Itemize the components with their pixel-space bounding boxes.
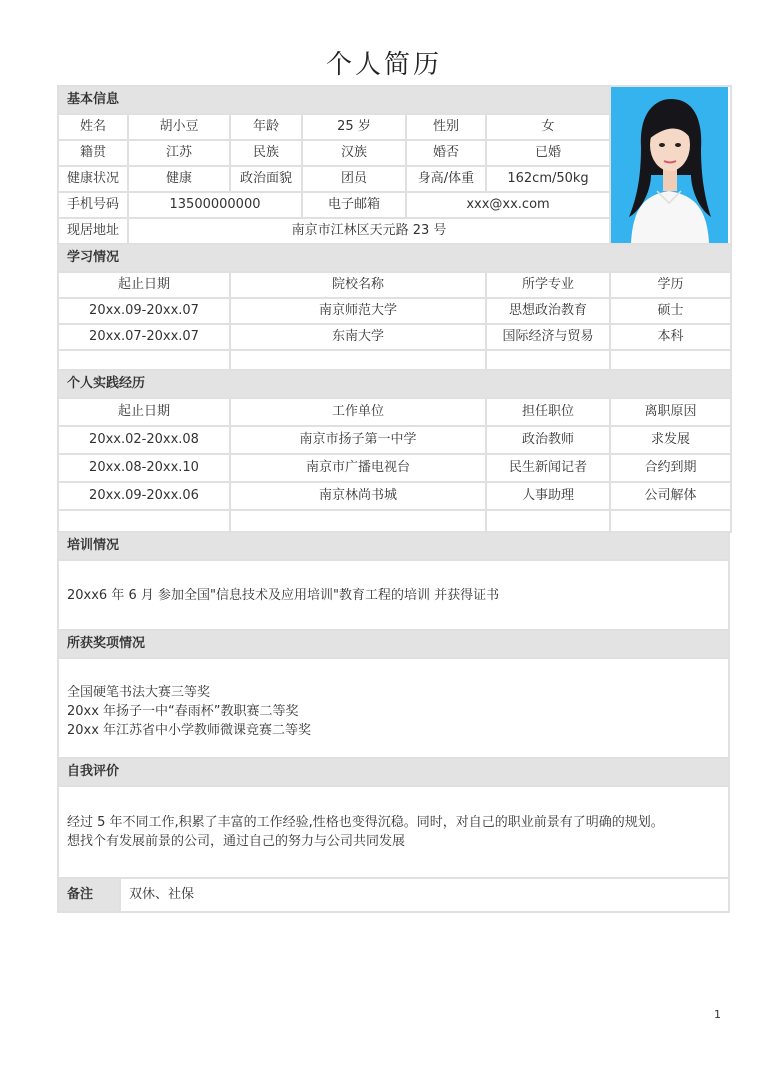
- training-text: 20xx6 年 6 月 参加全国"信息技术及应用培训"教育工程的培训 并获得证书: [58, 560, 729, 630]
- table-row: [58, 350, 731, 370]
- self-eval-line: 经过 5 年不同工作,积累了丰富的工作经验,性格也变得沉稳。同时，对自己的职业前景有了明确的规划。: [67, 815, 664, 830]
- edu-dates: 20xx.09-20xx.07: [58, 298, 230, 324]
- basic-info-table: [57, 85, 732, 245]
- edu-major: [486, 350, 610, 370]
- section-header-basic: 基本信息: [58, 86, 610, 114]
- resume-title: 个人简历: [325, 50, 442, 80]
- practice-employer: [230, 510, 486, 532]
- practice-reason: 求发展: [610, 426, 731, 454]
- notes-value: 双休、社保: [120, 878, 729, 912]
- practice-dates: [58, 510, 230, 532]
- awards-table: [57, 629, 730, 759]
- section-header-self-eval: 自我评价: [58, 758, 729, 786]
- practice-table: [57, 369, 732, 533]
- practice-col-reason: 离职原因: [610, 398, 731, 426]
- notes-label: 备注: [58, 878, 120, 912]
- notes-table: [57, 877, 730, 913]
- practice-position: 民生新闻记者: [486, 454, 610, 482]
- ethnicity-value: 汉族: [302, 140, 406, 166]
- practice-position: [486, 510, 610, 532]
- table-row: [58, 482, 731, 510]
- marital-label: 婚否: [406, 140, 486, 166]
- practice-dates: 20xx.09-20xx.06: [58, 482, 230, 510]
- section-header-practice: 个人实践经历: [58, 370, 731, 398]
- body-label: 身高/体重: [406, 166, 486, 192]
- edu-col-major: 所学专业: [486, 272, 610, 298]
- edu-degree: 本科: [610, 324, 731, 350]
- practice-reason: 公司解体: [610, 482, 731, 510]
- section-header-education: 学习情况: [58, 244, 731, 272]
- table-row: [58, 324, 731, 350]
- phone-label: 手机号码: [58, 192, 128, 218]
- profile-photo: [611, 87, 728, 243]
- practice-col-employer: 工作单位: [230, 398, 486, 426]
- award-item: 20xx 年扬子一中“春雨杯”教职赛二等奖: [67, 703, 299, 719]
- email-value: xxx@xx.com: [406, 192, 610, 218]
- health-label: 健康状况: [58, 166, 128, 192]
- edu-school: 南京师范大学: [230, 298, 486, 324]
- edu-col-dates: 起止日期: [58, 272, 230, 298]
- photo-cell: [610, 86, 731, 244]
- self-eval-content: [58, 786, 729, 878]
- edu-degree: [610, 350, 731, 370]
- award-item: 全国硬笔书法大赛三等奖: [67, 684, 211, 700]
- edu-dates: 20xx.07-20xx.07: [58, 324, 230, 350]
- body-value: 162cm/50kg: [486, 166, 610, 192]
- gender-value: 女: [486, 114, 610, 140]
- practice-dates: 20xx.02-20xx.08: [58, 426, 230, 454]
- self-eval-line: 想找个有发展前景的公司，通过自己的努力与公司共同发展: [67, 834, 406, 849]
- political-label: 政治面貌: [230, 166, 302, 192]
- edu-school: [230, 350, 486, 370]
- name-label: 姓名: [58, 114, 128, 140]
- age-label: 年龄: [230, 114, 302, 140]
- age-value: 25 岁: [302, 114, 406, 140]
- training-table: [57, 531, 730, 631]
- section-header-awards: 所获奖项情况: [58, 630, 729, 658]
- phone-value: 13500000000: [128, 192, 302, 218]
- edu-major: 国际经济与贸易: [486, 324, 610, 350]
- edu-col-degree: 学历: [610, 272, 731, 298]
- practice-dates: 20xx.08-20xx.10: [58, 454, 230, 482]
- name-value: 胡小豆: [128, 114, 230, 140]
- origin-value: 江苏: [128, 140, 230, 166]
- edu-major: 思想政治教育: [486, 298, 610, 324]
- health-value: 健康: [128, 166, 230, 192]
- practice-col-dates: 起止日期: [58, 398, 230, 426]
- practice-employer: 南京林尚书城: [230, 482, 486, 510]
- practice-position: 人事助理: [486, 482, 610, 510]
- resume-body: [57, 85, 730, 913]
- ethnicity-label: 民族: [230, 140, 302, 166]
- edu-school: 东南大学: [230, 324, 486, 350]
- table-row: [58, 454, 731, 482]
- address-label: 现居地址: [58, 218, 128, 244]
- origin-label: 籍贯: [58, 140, 128, 166]
- table-row: [58, 426, 731, 454]
- address-value: 南京市江林区天元路 23 号: [128, 218, 610, 244]
- political-value: 团员: [302, 166, 406, 192]
- education-table: [57, 243, 732, 371]
- edu-col-school: 院校名称: [230, 272, 486, 298]
- awards-content: [58, 658, 729, 758]
- award-item: 20xx 年江苏省中小学教师微课竞赛二等奖: [67, 722, 312, 738]
- edu-degree: 硕士: [610, 298, 731, 324]
- email-label: 电子邮箱: [302, 192, 406, 218]
- table-row: [58, 298, 731, 324]
- practice-position: 政治教师: [486, 426, 610, 454]
- practice-reason: [610, 510, 731, 532]
- edu-dates: [58, 350, 230, 370]
- practice-reason: 合约到期: [610, 454, 731, 482]
- gender-label: 性别: [406, 114, 486, 140]
- table-row: [58, 510, 731, 532]
- section-header-training: 培训情况: [58, 532, 729, 560]
- practice-employer: 南京市扬子第一中学: [230, 426, 486, 454]
- page-number: 1: [714, 1008, 721, 1021]
- portrait-illustration: [611, 87, 728, 243]
- practice-col-position: 担任职位: [486, 398, 610, 426]
- self-eval-table: [57, 757, 730, 879]
- marital-value: 已婚: [486, 140, 610, 166]
- practice-employer: 南京市广播电视台: [230, 454, 486, 482]
